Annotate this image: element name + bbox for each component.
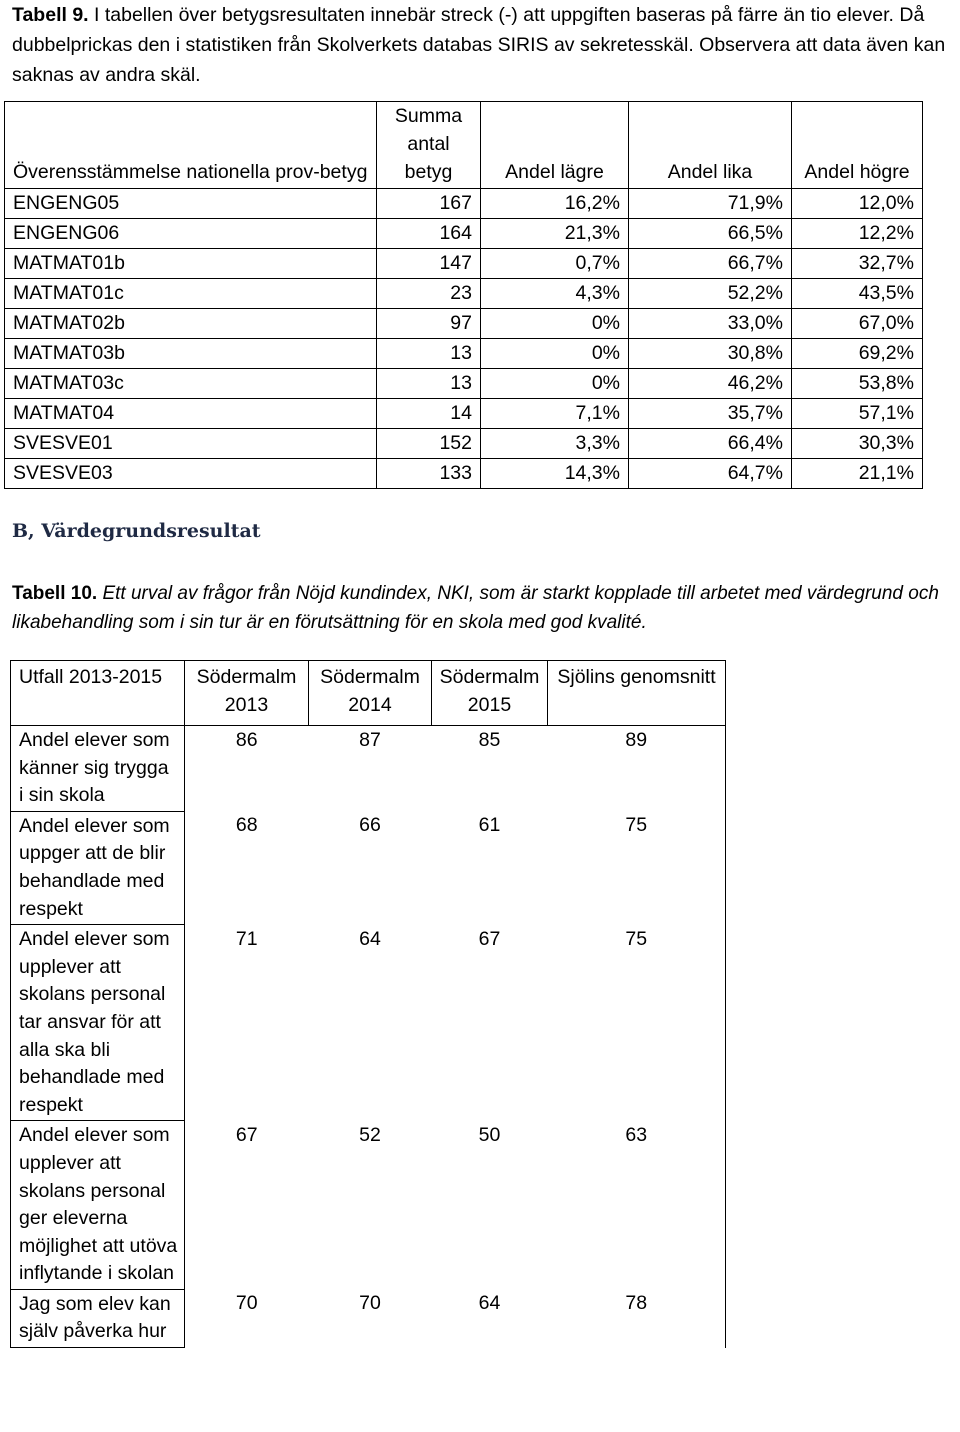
table9-count-cell: 23 bbox=[377, 279, 481, 309]
table10-question-cell: Andel elever som uppger att de blir behandlade med respekt bbox=[11, 811, 185, 924]
table10-value-cell: 68 bbox=[235, 814, 258, 837]
table10-header-cell: Södermalm 2014 bbox=[309, 661, 432, 726]
table9-higher-cell: 30,3% bbox=[792, 429, 923, 459]
table9-lower-cell: 0% bbox=[481, 309, 629, 339]
table9-count-cell: 13 bbox=[377, 339, 481, 369]
table10-header-cell: Sjölins genomsnitt bbox=[548, 661, 726, 726]
table9-count-cell: 97 bbox=[377, 309, 481, 339]
table10-value-cell: 66 bbox=[359, 814, 381, 837]
table-row bbox=[5, 459, 923, 489]
table10-question-cell: Andel elever som upplever att skolans personal ger eleverna möjlighet att utöva inflytande i skolan bbox=[11, 1121, 185, 1290]
table9-higher-cell: 43,5% bbox=[792, 279, 923, 309]
table9-higher-cell: 69,2% bbox=[792, 339, 923, 369]
table10-header-cell: Södermalm 2015 bbox=[432, 661, 548, 726]
table9-lower-cell: 7,1% bbox=[481, 399, 629, 429]
table10-value-cell: 89 bbox=[548, 726, 726, 812]
table-row bbox=[11, 925, 726, 1121]
table9-caption-text: I tabellen över betygsresultaten innebär streck (-) att uppgiften baseras på färre än tio elever. Då dubbelprickas den i statistiken från Skolverkets databas SIRIS av sekretesskäl. Observera att data även kan saknas av andra skäl. bbox=[12, 4, 946, 86]
table-row bbox=[11, 1121, 726, 1290]
table9-count-cell: 164 bbox=[377, 219, 481, 249]
table9-higher-cell: 32,7% bbox=[792, 249, 923, 279]
table9-higher-cell: 21,1% bbox=[792, 459, 923, 489]
table10-value-cell: 50 bbox=[478, 1123, 501, 1146]
table10-question-cell: Jag som elev kan själv påverka hur bbox=[11, 1289, 185, 1347]
table9-lower-cell: 0% bbox=[481, 339, 629, 369]
table9-course-cell: SVESVE01 bbox=[5, 429, 377, 459]
table9-caption-label: Tabell 9. bbox=[12, 4, 89, 26]
table10-caption-label: Tabell 10. bbox=[12, 583, 98, 604]
table9-higher-cell: 57,1% bbox=[792, 399, 923, 429]
table10-value-cell: 64 bbox=[359, 927, 381, 950]
table9-equal-cell: 52,2% bbox=[629, 279, 792, 309]
table9-higher-cell: 12,0% bbox=[792, 189, 923, 219]
table9-count-cell: 13 bbox=[377, 369, 481, 399]
table10-caption bbox=[12, 579, 952, 637]
table10-value-cell: 75 bbox=[548, 811, 726, 924]
table9-lower-cell: 3,3% bbox=[481, 429, 629, 459]
table9-lower-cell: 21,3% bbox=[481, 219, 629, 249]
table9-grade-results bbox=[4, 101, 923, 489]
table-row bbox=[5, 309, 923, 339]
table9-equal-cell: 30,8% bbox=[629, 339, 792, 369]
table-row bbox=[5, 249, 923, 279]
table-row bbox=[5, 429, 923, 459]
table-row bbox=[5, 399, 923, 429]
table9-course-cell: MATMAT03b bbox=[5, 339, 377, 369]
table9-lower-cell: 16,2% bbox=[481, 189, 629, 219]
table-row bbox=[11, 811, 726, 924]
table10-value-cell: 63 bbox=[548, 1121, 726, 1290]
table9-lower-cell: 0,7% bbox=[481, 249, 629, 279]
table9-equal-cell: 66,7% bbox=[629, 249, 792, 279]
table10-value-cell: 70 bbox=[359, 1292, 381, 1315]
table9-higher-cell: 12,2% bbox=[792, 219, 923, 249]
table10-header-row bbox=[11, 661, 726, 726]
table-row bbox=[5, 339, 923, 369]
table-row bbox=[11, 726, 726, 812]
table10-header-cell: Södermalm 2013 bbox=[185, 661, 309, 726]
table9-course-cell: SVESVE03 bbox=[5, 459, 377, 489]
table9-course-cell: MATMAT03c bbox=[5, 369, 377, 399]
table9-course-cell: MATMAT02b bbox=[5, 309, 377, 339]
table9-header-cell: Andel lägre bbox=[481, 102, 629, 189]
table-row bbox=[5, 279, 923, 309]
table10-value-cell: 67 bbox=[235, 1123, 258, 1146]
table9-course-cell: ENGENG05 bbox=[5, 189, 377, 219]
table9-header-cell: Andel högre bbox=[792, 102, 923, 189]
table10-value-cell: 67 bbox=[478, 927, 501, 950]
table10-value-cell: 85 bbox=[478, 729, 501, 751]
table9-equal-cell: 64,7% bbox=[629, 459, 792, 489]
table9-count-cell: 133 bbox=[377, 459, 481, 489]
table9-header-row bbox=[5, 102, 923, 189]
table-row bbox=[11, 1289, 726, 1347]
table10-value-cell: 75 bbox=[548, 925, 726, 1121]
table9-header-cell: Överensstämmelse nationella prov-betyg bbox=[5, 102, 377, 189]
table10-value-cell: 78 bbox=[548, 1289, 726, 1347]
table9-course-cell: MATMAT01c bbox=[5, 279, 377, 309]
table10-header-cell: Utfall 2013-2015 bbox=[11, 661, 185, 726]
table9-lower-cell: 0% bbox=[481, 369, 629, 399]
table10-caption-text: Ett urval av frågor från Nöjd kundindex, NKI, som är starkt kopplade till arbetet med värdegrund och likabehandling som i sin tur är en förutsättning för en skola med god kvalité. bbox=[12, 583, 939, 633]
table9-course-cell: MATMAT01b bbox=[5, 249, 377, 279]
table9-header-cell: Andel lika bbox=[629, 102, 792, 189]
table10-value-cell: 87 bbox=[359, 729, 381, 751]
table10-nki-results bbox=[10, 660, 726, 1348]
table9-header-cell: Summa antal betyg bbox=[377, 102, 481, 189]
table10-question-cell: Andel elever som känner sig trygga i sin skola bbox=[11, 726, 185, 812]
table9-count-cell: 152 bbox=[377, 429, 481, 459]
table10-value-cell: 61 bbox=[478, 814, 501, 837]
table10-value-cell: 52 bbox=[359, 1123, 381, 1146]
table10-question-cell: Andel elever som upplever att skolans personal tar ansvar för att alla ska bli behandlade med respekt bbox=[11, 925, 185, 1121]
table9-count-cell: 167 bbox=[377, 189, 481, 219]
table9-course-cell: MATMAT04 bbox=[5, 399, 377, 429]
table9-equal-cell: 71,9% bbox=[629, 189, 792, 219]
table9-caption bbox=[12, 0, 952, 90]
table9-equal-cell: 46,2% bbox=[629, 369, 792, 399]
table10-value-cell: 71 bbox=[235, 927, 258, 950]
section-heading: B, Värdegrundsresultat bbox=[12, 520, 261, 542]
table9-count-cell: 14 bbox=[377, 399, 481, 429]
table10-value-cell: 64 bbox=[478, 1292, 501, 1315]
table9-equal-cell: 35,7% bbox=[629, 399, 792, 429]
table10-value-cell: 70 bbox=[235, 1292, 258, 1315]
table-row bbox=[5, 189, 923, 219]
table9-equal-cell: 66,4% bbox=[629, 429, 792, 459]
table9-higher-cell: 53,8% bbox=[792, 369, 923, 399]
table9-higher-cell: 67,0% bbox=[792, 309, 923, 339]
table9-course-cell: ENGENG06 bbox=[5, 219, 377, 249]
table-row bbox=[5, 369, 923, 399]
table9-count-cell: 147 bbox=[377, 249, 481, 279]
table9-equal-cell: 33,0% bbox=[629, 309, 792, 339]
table10-value-cell: 86 bbox=[235, 729, 258, 751]
table9-equal-cell: 66,5% bbox=[629, 219, 792, 249]
table9-lower-cell: 14,3% bbox=[481, 459, 629, 489]
table-row bbox=[5, 219, 923, 249]
table9-lower-cell: 4,3% bbox=[481, 279, 629, 309]
